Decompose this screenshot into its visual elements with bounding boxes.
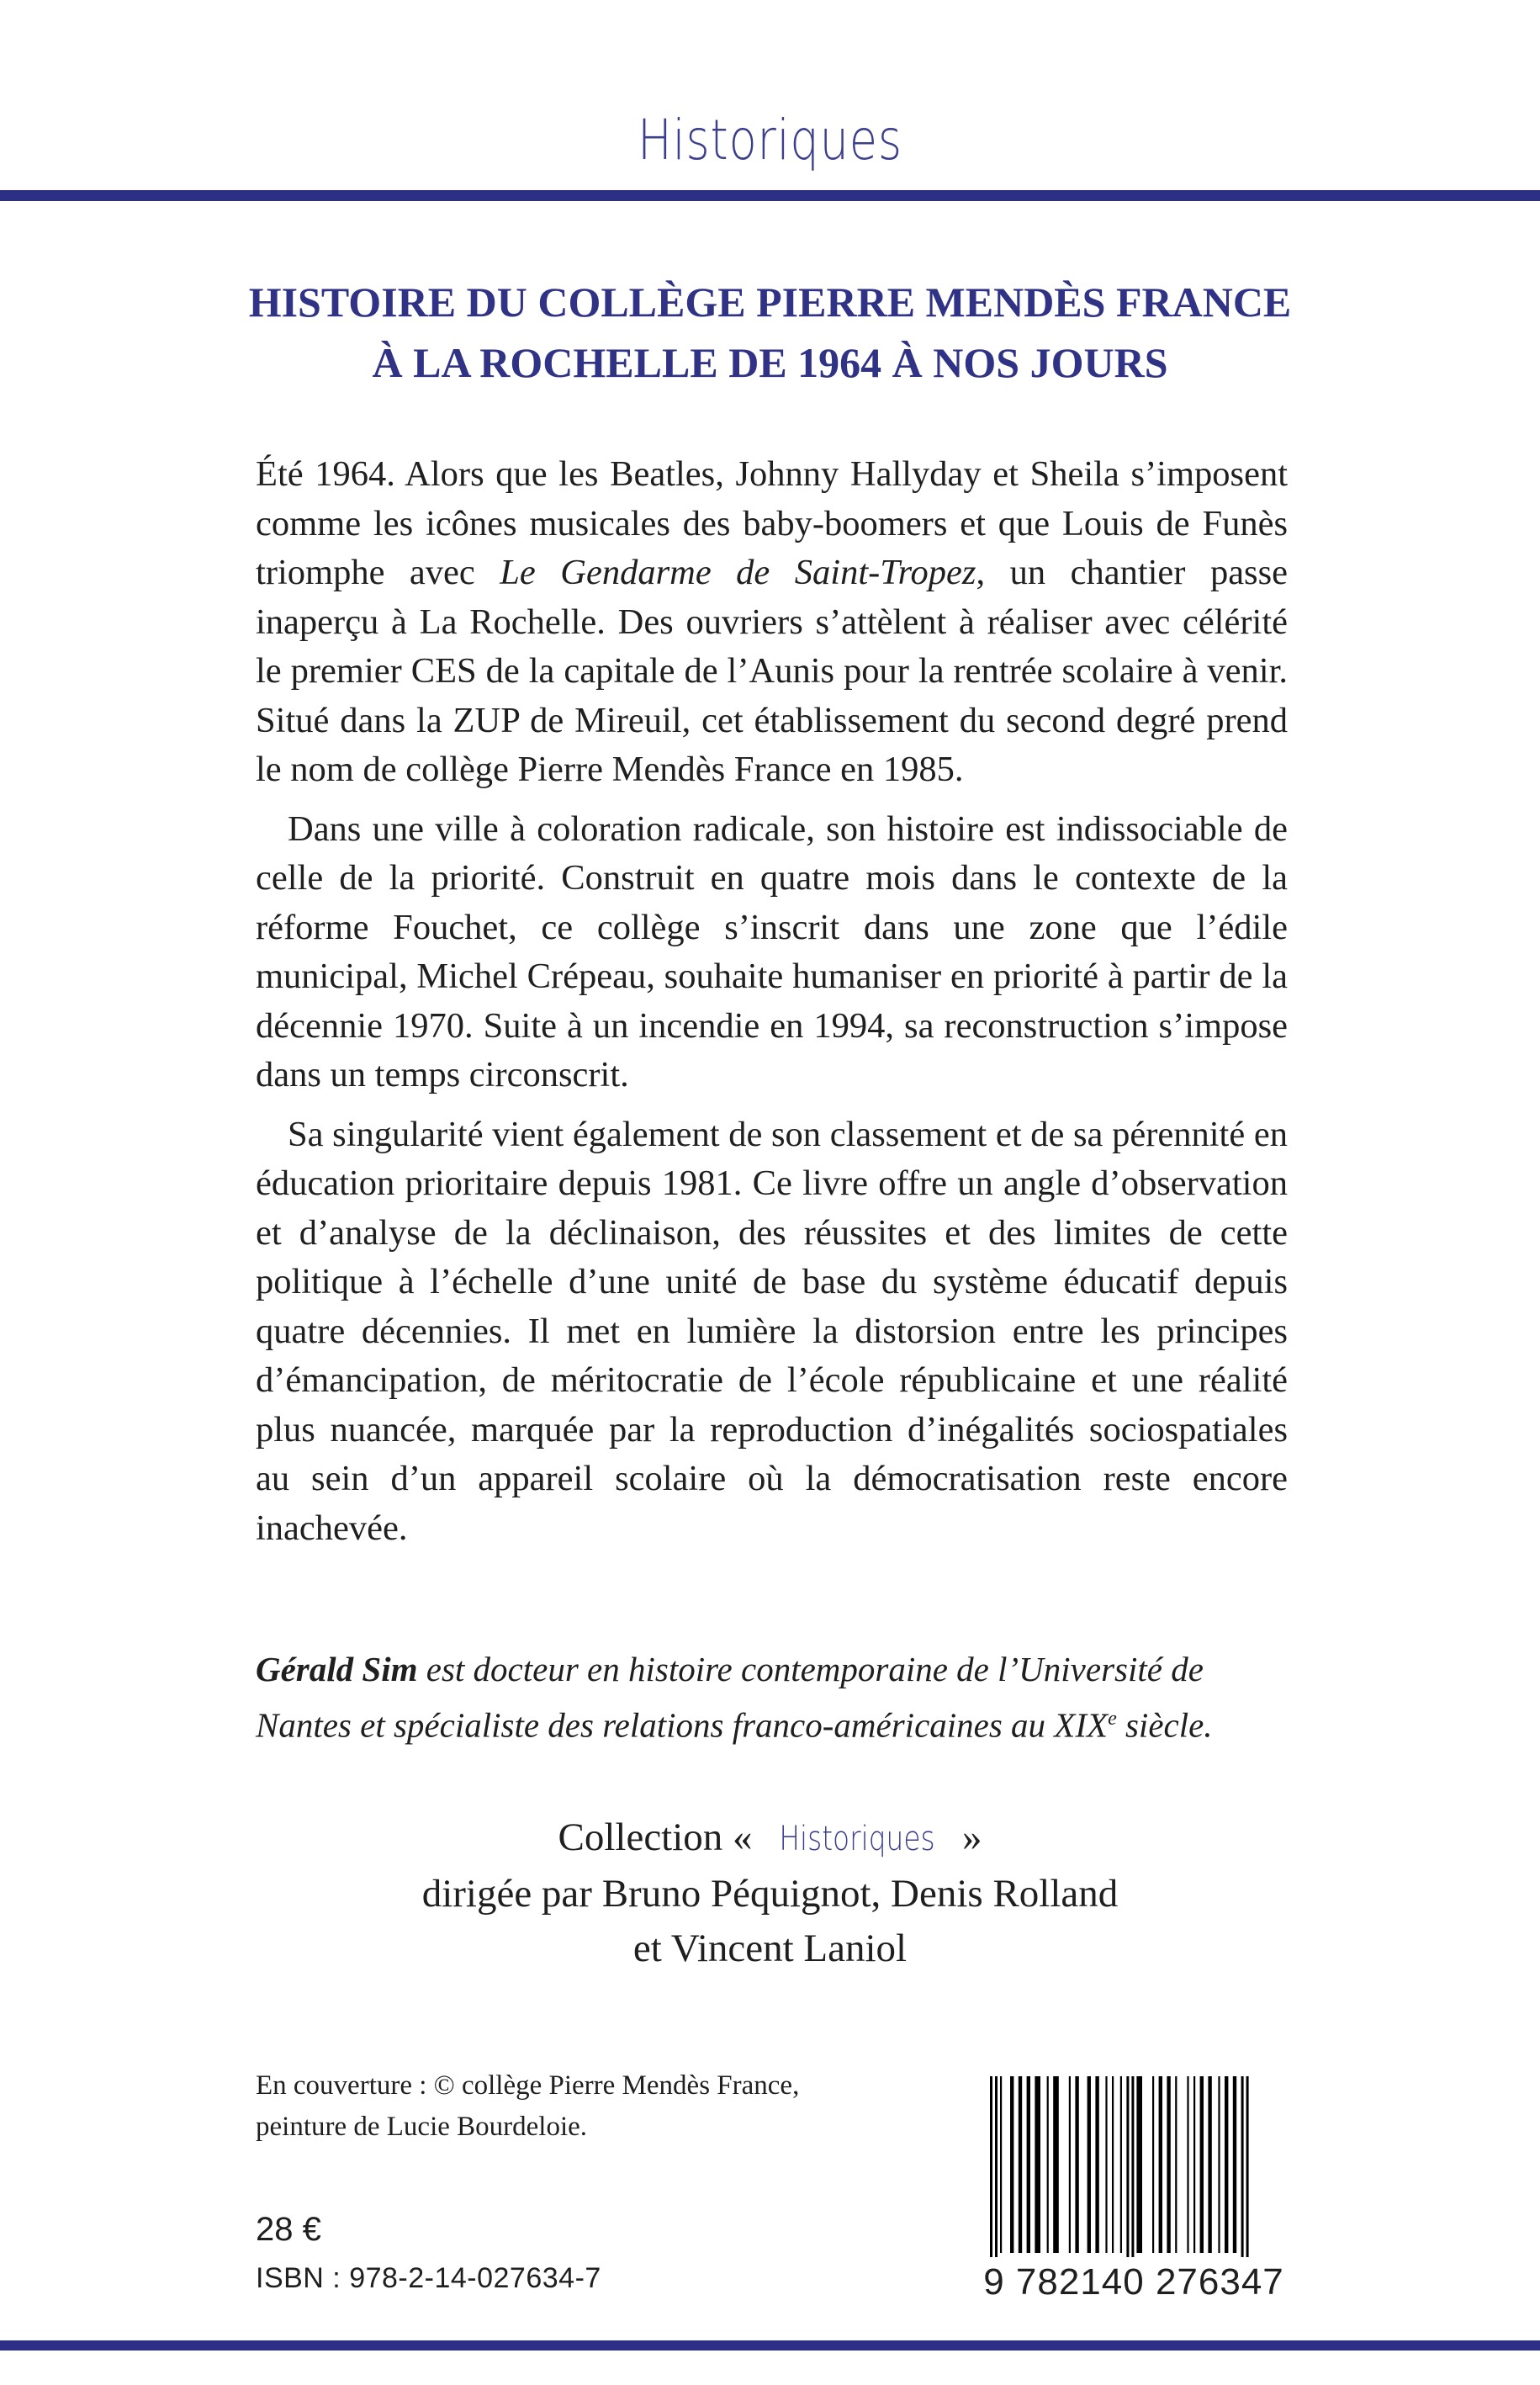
isbn: ISBN : 978-2-14-027634-7 xyxy=(256,2262,601,2294)
barcode-bar xyxy=(990,2076,992,2278)
cover-credit-line-1: En couverture : © collège Pierre Mendès France, xyxy=(256,2070,800,2101)
barcode-bar xyxy=(1152,2076,1154,2253)
author-name: Gérald Sim xyxy=(256,1650,418,1688)
bottom-rule xyxy=(0,2340,1540,2351)
barcode-bar xyxy=(1159,2076,1162,2253)
film-title: Le Gendarme de Saint-Tropez xyxy=(500,553,976,592)
barcode-bar xyxy=(1225,2076,1228,2253)
barcode-bar xyxy=(1069,2076,1071,2253)
barcode-bar xyxy=(995,2076,998,2278)
blurb-paragraph-2: Dans une ville à coloration radicale, son histoire est indissociable de celle de la priorité. Construit en quatre mois dans le contexte de la réforme Fouchet, ce collège s’inscrit dans une zone que l’édile municipal, Michel Crépeau, souhaite humaniser en priorité à partir de la décennie 1970. Suite à un incendie en 1994, sa reconstruction s’impose dans un temps circonscrit. xyxy=(256,808,1288,1094)
title-line-2: À LA ROCHELLE DE 1964 À NOS JOURS xyxy=(372,339,1168,386)
barcode-bar xyxy=(1095,2076,1098,2253)
author-bio: Gérald Sim est docteur en histoire contemporaine de l’Université de Nantes et spécialiste des relations franco-américaines au XIXe siècle. xyxy=(256,1650,1213,1745)
blurb-paragraph-1: Été 1964. Alors que les Beatles, Johnny Hallyday et Sheila s’imposent comme les icônes musicales des baby-boomers et que Louis de Funès triomphe avec Le Gendarme de Saint-Tropez, un chantier passe inaperçu à La Rochelle. Des ouvriers s’attèlent à réaliser avec célérité le premier CES de la capitale de l’Aunis pour la rentrée scolaire à venir. Situé dans la ZUP de Mireuil, cet établissement du second degré prend le nom de collège Pierre Mendès France en 1985. xyxy=(256,454,1288,789)
top-rule xyxy=(0,190,1540,201)
barcode-bar xyxy=(1010,2076,1013,2253)
blurb-paragraph-3: Sa singularité vient également de son classement et de sa pérennité en éducation prioritaire depuis 1981. Ce livre offre un angle d’observation et d’analyse de la déclinaison, des réussites et des limites de cette politique à l’échelle d’une unité de base du système éducatif depuis quatre décennies. Il met en lumière la distorsion entre les principes d’émancipation, de méritocratie de l’école républicaine et une réalité plus nuancée, marquée par la reproduction d’inégalités sociospatiales au sein d’un appareil scolaire où la démocratisation reste encore inachevée. xyxy=(256,1114,1288,1548)
barcode-bar xyxy=(1193,2076,1195,2253)
barcode-bar xyxy=(1136,2076,1142,2253)
barcode-bar xyxy=(1000,2076,1002,2253)
price: 28 € xyxy=(256,2211,321,2248)
barcode-bar xyxy=(1120,2076,1122,2253)
cover-credit-line-2: peinture de Lucie Bourdeloie. xyxy=(256,2112,588,2142)
barcode-bars xyxy=(978,2076,1289,2278)
title-line-1: HISTOIRE DU COLLÈGE PIERRE MENDÈS FRANCE xyxy=(248,278,1292,326)
barcode-bar xyxy=(1218,2076,1220,2253)
cover-credit xyxy=(256,2065,844,2148)
collection-line-2: dirigée par Bruno Péquignot, Denis Rolland xyxy=(421,1872,1119,1916)
barcode-bar xyxy=(1075,2076,1078,2253)
barcode-bar xyxy=(1175,2076,1177,2253)
collection-info xyxy=(0,1810,1540,1976)
barcode xyxy=(978,2076,1289,2322)
barcode-bar xyxy=(1233,2076,1236,2253)
back-cover-blurb xyxy=(256,450,1288,1553)
barcode-bar xyxy=(1187,2076,1188,2253)
collection-series-logo: Historiques xyxy=(779,1820,935,1858)
book-title xyxy=(126,272,1414,393)
barcode-bar xyxy=(1241,2076,1244,2278)
barcode-bar xyxy=(1019,2076,1022,2253)
barcode-digits: 9 782140 276347 xyxy=(978,2257,1289,2308)
barcode-bar xyxy=(1047,2076,1049,2253)
barcode-bar xyxy=(1105,2076,1107,2253)
series-logo: Historiques xyxy=(638,108,902,172)
barcode-bar xyxy=(1131,2076,1134,2278)
barcode-bar xyxy=(1200,2076,1204,2253)
barcode-bar xyxy=(1027,2076,1030,2253)
barcode-bar xyxy=(1035,2076,1040,2253)
barcode-bar xyxy=(1088,2076,1091,2253)
barcode-bar xyxy=(1167,2076,1170,2253)
collection-line-3: et Vincent Laniol xyxy=(632,1927,908,1970)
barcode-bar xyxy=(1208,2076,1211,2253)
barcode-bar xyxy=(1053,2076,1059,2253)
collection-line-1: Collection « Historiques » xyxy=(0,1810,1540,1867)
barcode-bar xyxy=(1126,2076,1129,2278)
barcode-bar xyxy=(1246,2076,1249,2278)
barcode-bar xyxy=(1112,2076,1114,2253)
